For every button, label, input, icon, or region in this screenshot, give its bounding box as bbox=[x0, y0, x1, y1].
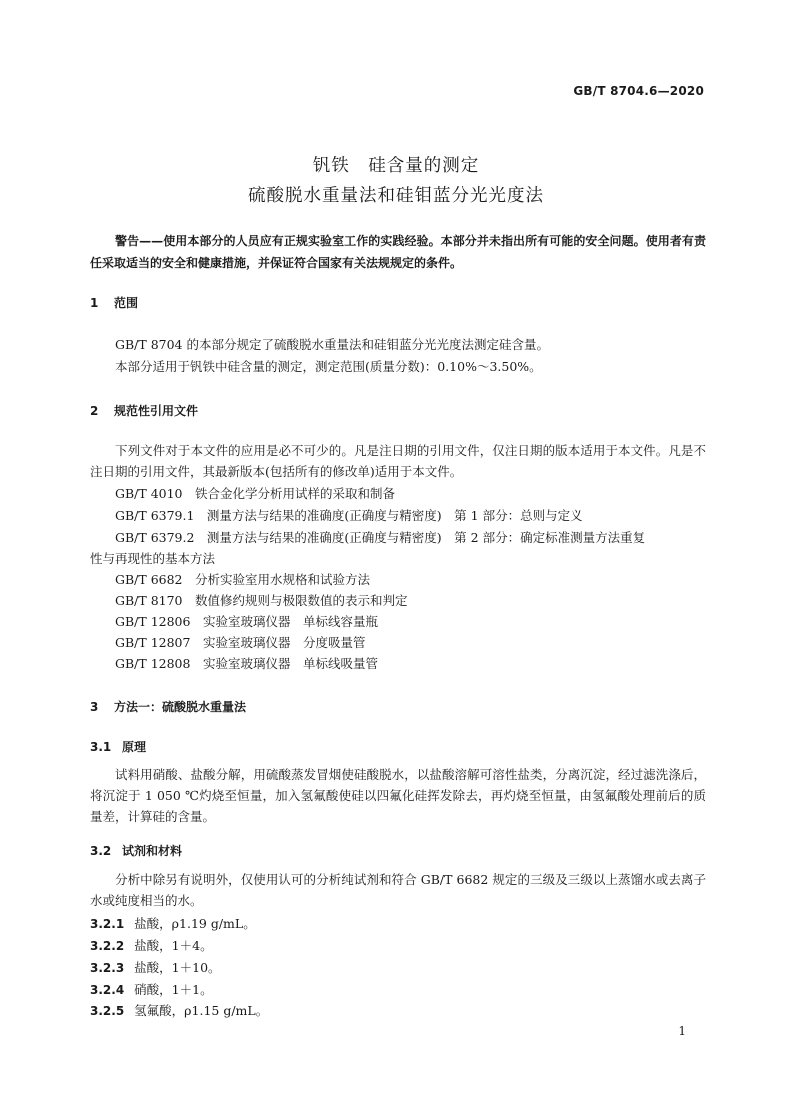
reagent-number: 3.2.5 bbox=[90, 1004, 125, 1018]
reference-item: GB/T 12808 实验室玻璃仪器 单标线吸量管 bbox=[115, 656, 378, 671]
subsection-3-2-text: 分析中除另有说明外，仅使用认可的分析纯试剂和符合 GB/T 6682 规定的三级及三级以上蒸馏水或去离子水或纯度相当的水。 bbox=[90, 872, 706, 908]
subsection-3-1-title: 原理 bbox=[122, 740, 147, 754]
section2-heading bbox=[90, 402, 198, 419]
reagent-item bbox=[90, 935, 706, 957]
reagent-item bbox=[90, 957, 706, 979]
reagent-item bbox=[90, 913, 706, 935]
subsection-3-1-text: 试料用硝酸、盐酸分解，用硫酸蒸发冒烟使硅酸脱水，以盐酸溶解可溶性盐类，分离沉淀，经过滤洗涤后，将沉淀于 1 050 ℃灼烧至恒量，加入氢氟酸使硅以四氟化硅挥发除去，再灼烧至恒量，由氢氟酸处理前后的质量差，计算硅的含量。 bbox=[90, 767, 706, 824]
section3-heading bbox=[90, 698, 246, 715]
reagent-text: 硝酸，1＋1。 bbox=[134, 982, 213, 997]
reagent-text: 盐酸，1＋10。 bbox=[134, 960, 221, 975]
reagent-item bbox=[90, 979, 706, 1001]
document-title-line2: 硫酸脱水重量法和硅钼蓝分光光度法 bbox=[248, 186, 544, 206]
section1-title: 范围 bbox=[114, 296, 139, 310]
section2-title: 规范性引用文件 bbox=[114, 404, 199, 418]
page-number: 1 bbox=[678, 1024, 686, 1038]
reagent-text: 氢氟酸，ρ1.15 g/mL。 bbox=[134, 1003, 269, 1018]
subsection-3-1-number: 3.1 bbox=[90, 740, 112, 754]
subsection-3-2-title: 试剂和材料 bbox=[122, 844, 183, 858]
reagent-number: 3.2.1 bbox=[90, 917, 125, 931]
reagent-number: 3.2.4 bbox=[90, 983, 125, 997]
subsection-3-2-heading bbox=[90, 842, 182, 859]
reagent-item bbox=[90, 1000, 706, 1022]
section1-number: 1 bbox=[90, 296, 99, 310]
section3-title: 方法一：硫酸脱水重量法 bbox=[114, 700, 247, 714]
standard-code: GB/T 8704.6—2020 bbox=[573, 84, 704, 98]
warning-paragraph: 警告——使用本部分的人员应有正规实验室工作的实践经验。本部分并未指出所有可能的安全问题。使用者有责任采取适当的安全和健康措施，并保证符合国家有关法规规定的条件。 bbox=[90, 234, 706, 270]
reagent-number: 3.2.3 bbox=[90, 961, 125, 975]
subsection-3-2-number: 3.2 bbox=[90, 844, 112, 858]
section1-heading bbox=[90, 294, 138, 311]
section2-number: 2 bbox=[90, 404, 99, 418]
subsection-3-1-heading bbox=[90, 738, 146, 755]
reference-item: GB/T 12807 实验室玻璃仪器 分度吸量管 bbox=[115, 635, 366, 650]
reference-item: GB/T 8170 数值修约规则与极限数值的表示和判定 bbox=[115, 593, 408, 608]
section1-paragraph2: 本部分适用于钒铁中硅含量的测定，测定范围(质量分数)：0.10%～3.50%。 bbox=[115, 359, 542, 374]
document-title-line1: 钒铁 硅含量的测定 bbox=[312, 156, 480, 176]
section1-paragraph1: GB/T 8704 的本部分规定了硫酸脱水重量法和硅钼蓝分光光度法测定硅含量。 bbox=[115, 337, 549, 352]
reagent-text: 盐酸，ρ1.19 g/mL。 bbox=[134, 916, 256, 931]
reference-item: GB/T 6379.1 测量方法与结果的准确度(正确度与精密度) 第 1 部分：总则与定义 bbox=[115, 508, 583, 523]
section3-number: 3 bbox=[90, 700, 99, 714]
reference-item: GB/T 6379.2 测量方法与结果的准确度(正确度与精密度) 第 2 部分：确定标准测量方法重复 bbox=[115, 530, 646, 545]
reference-item: GB/T 4010 铁合金化学分析用试样的采取和制备 bbox=[115, 486, 396, 501]
reference-item: GB/T 12806 实验室玻璃仪器 单标线容量瓶 bbox=[115, 614, 378, 629]
reagent-number: 3.2.2 bbox=[90, 939, 125, 953]
reagent-text: 盐酸，1＋4。 bbox=[134, 938, 213, 953]
reference-item: GB/T 6682 分析实验室用水规格和试验方法 bbox=[115, 572, 371, 587]
reference-item-continuation: 性与再现性的基本方法 bbox=[90, 551, 216, 566]
section2-intro: 下列文件对于本文件的应用是必不可少的。凡是注日期的引用文件，仅注日期的版本适用于本文件。凡是不注日期的引用文件，其最新版本(包括所有的修改单)适用于本文件。 bbox=[90, 443, 706, 479]
